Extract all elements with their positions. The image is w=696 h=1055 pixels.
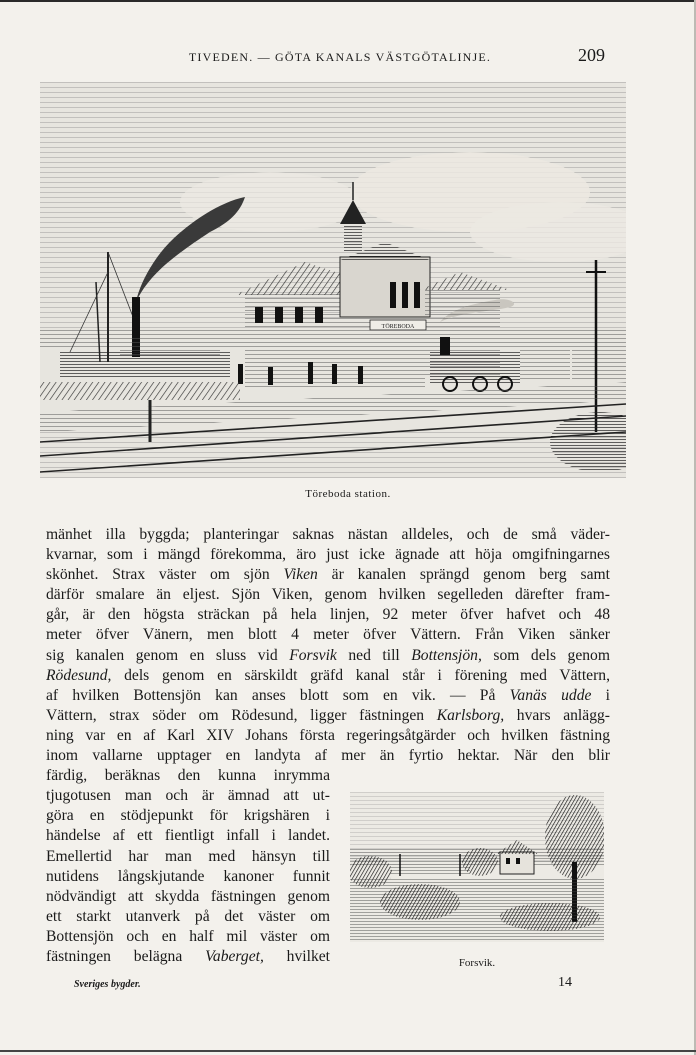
footer-signature: Sveriges bygder.: [74, 979, 141, 990]
text-line: kvarnar, som i mängd förekomma, äro just icke ägnade att höja omgifningarnes: [46, 546, 610, 564]
text-line: Vättern, strax söder om Rödesund, ligger fästningen Karlsborg, hvars anlägg-: [46, 706, 610, 724]
sluice: [390, 862, 470, 876]
text-line: Rödesund, dels genom en särskildt gräfd kanal står i förening med Vättern,: [46, 666, 610, 684]
text-line: ett starkt utanverk på det väster om: [46, 907, 330, 925]
top-figure-caption: Töreboda station.: [305, 488, 391, 500]
text-line: därför smalare än eljest. Sjön Viken, genom hvilken segelleden därefter fram-: [46, 586, 610, 604]
text-line: händelse af ett fientligt infall i landet.: [46, 827, 330, 845]
text-line: göra en stödjepunkt för krigshären i: [46, 807, 330, 825]
station-engraving: [40, 82, 626, 478]
page-edge: [0, 0, 696, 2]
sheet-number: 14: [558, 975, 572, 990]
fence: [40, 382, 240, 400]
text-line: Bottensjön och en half mil väster om: [46, 927, 330, 945]
text-line: nödvändigt att skydda fästningen genom: [46, 887, 330, 905]
page-number: 209: [578, 45, 605, 65]
text-line: mänhet illa byggda; planteringar saknas nästan alldeles, och de små väder-: [46, 526, 610, 543]
text-line: sig kanalen genom en sluss vid Forsvik ned till Bottensjön, som dels genom: [46, 646, 610, 664]
page-edge: [0, 1050, 696, 1052]
text-line: tjugotusen man och är ämnad att ut-: [46, 787, 330, 805]
text-line: meter öfver Vänern, men blott 4 meter öfver Vättern. Från Viken sänker: [46, 626, 610, 644]
text-line: inom vallarne upptager en landyta af mer än fyrtio hektar. När den blir: [46, 747, 610, 765]
text-line: nutidens långskjutande kanoner funnit: [46, 867, 330, 885]
text-line: ning var en af Karl XIV Johans första regeringsåtgärder och hvilken fästning: [46, 726, 610, 744]
text-line: går, är den högsta sträckan på hela linjen, 92 meter öfver hafvet och 48: [46, 606, 610, 624]
text-line: fästningen belägna Vaberget, hvilket: [46, 947, 330, 965]
station-sign: TÖREBODA: [381, 324, 415, 330]
ground: [40, 432, 626, 478]
small-figure-caption: Forsvik.: [458, 957, 496, 969]
text-line: färdig, beräknas den kunna inrymma: [46, 767, 330, 785]
text-line: skönhet. Strax väster om sjön Viken är kanalen sprängd genom berg samt: [46, 566, 610, 584]
text-line: Emellertid har man med hänsyn till: [46, 847, 330, 865]
running-header: TIVEDEN. — GÖTA KANALS VÄSTGÖTALINJE.: [188, 50, 492, 64]
tree: [462, 848, 498, 876]
text-line: af hvilken Bottensjön kan anses blott som en vik. — På Vanäs udde i: [46, 686, 610, 704]
forsvik-engraving: [350, 792, 604, 942]
